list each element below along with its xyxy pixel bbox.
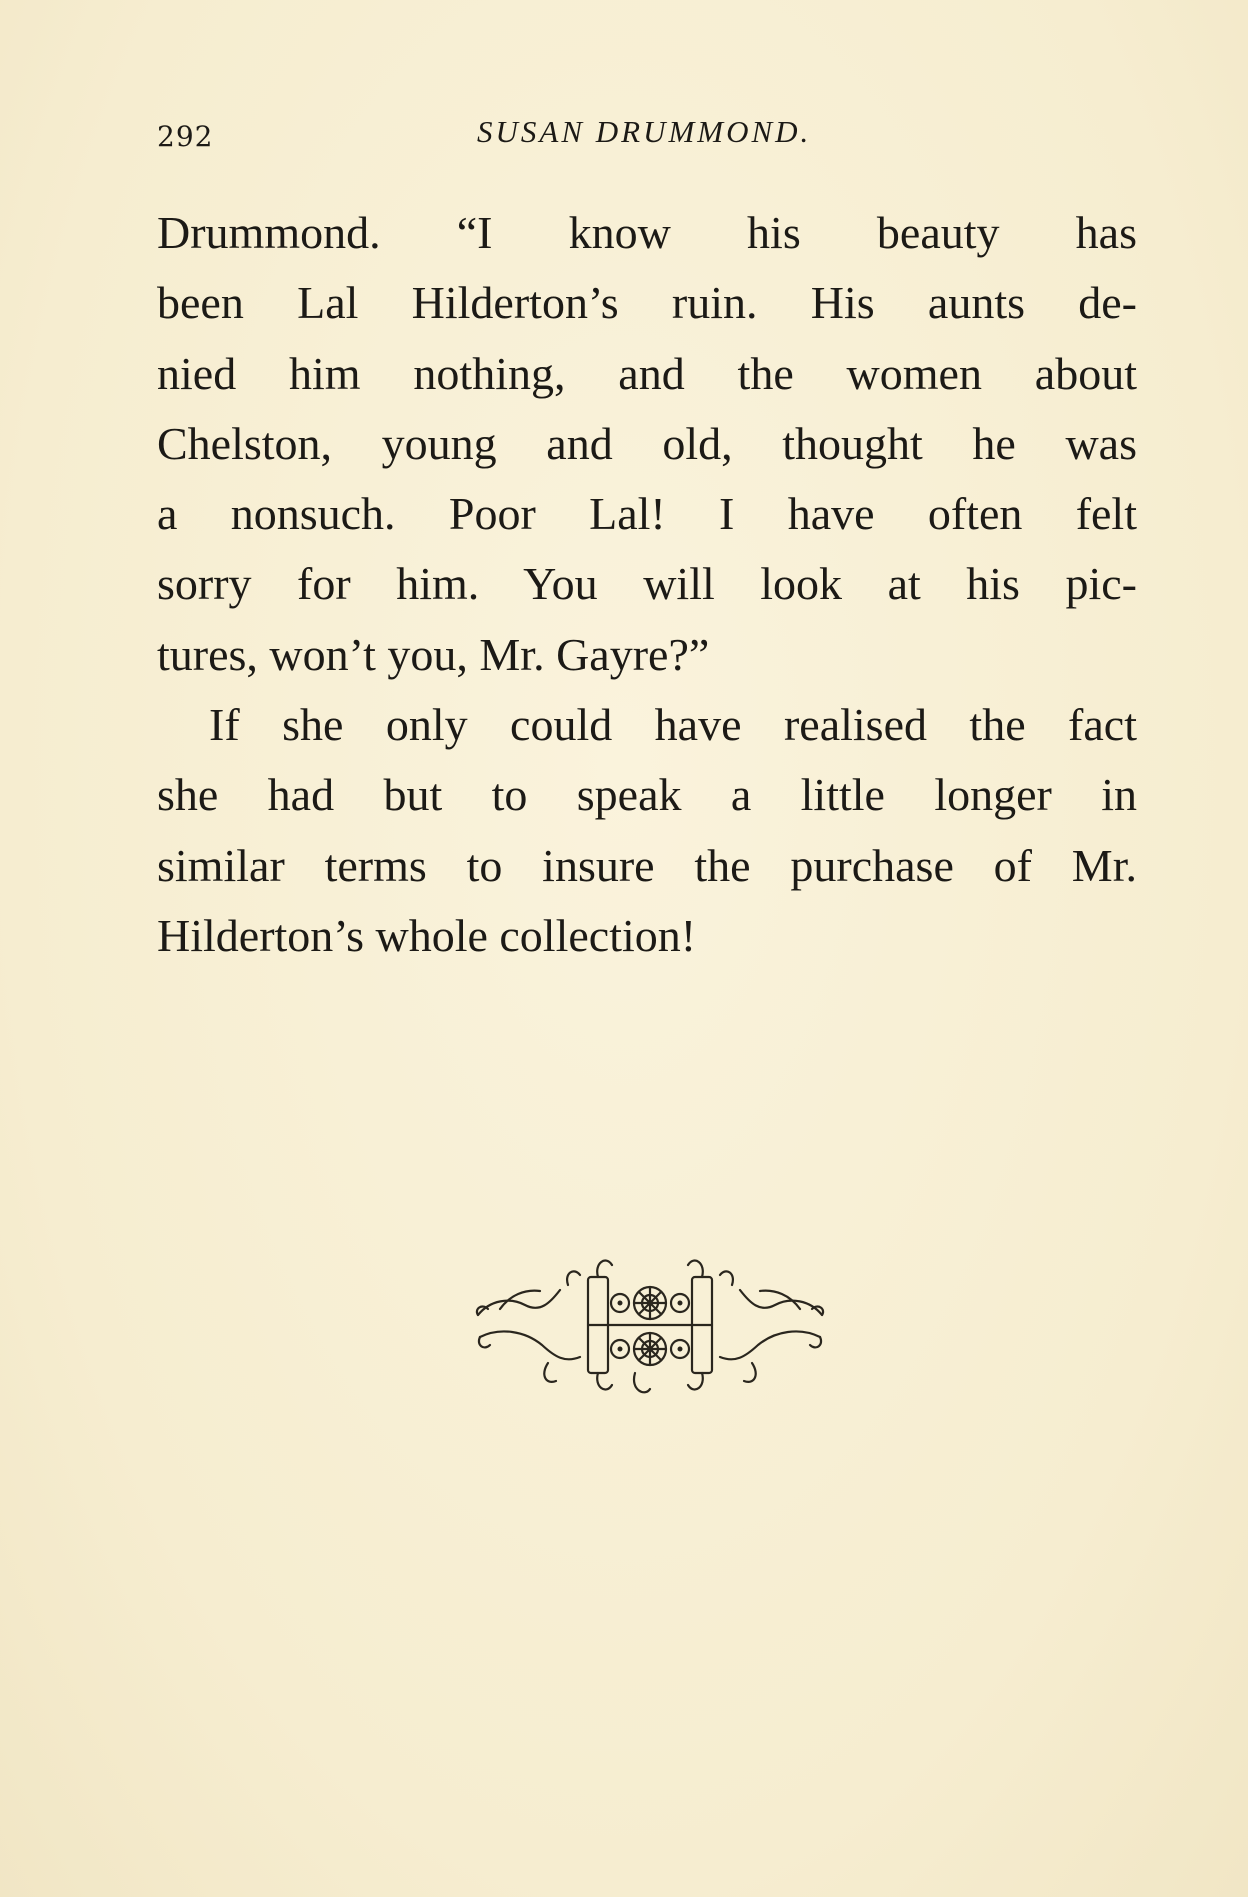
page-number: 292 (157, 120, 214, 153)
text-line: sorry for him. You will look at his pic- (157, 558, 1137, 610)
text-line: Drummond. “I know his beauty has (157, 207, 1137, 258)
text-line: tures, won’t you, Mr. Gayre?” (157, 628, 710, 680)
text-line: nied him nothing, and the women about (157, 347, 1137, 399)
running-title: SUSAN DRUMMOND. (477, 114, 812, 149)
text-line: been Lal Hilderton’s ruin. His aunts de- (157, 277, 1137, 329)
decorative-tailpiece-icon (470, 1245, 830, 1405)
paragraph (157, 690, 1137, 971)
text-line: a nonsuch. Poor Lal! I have often felt (157, 488, 1137, 540)
text-line: Chelston, young and old, thought he was (157, 417, 1137, 469)
page-header (157, 114, 1137, 154)
text-line: she had but to speak a little longer in (157, 769, 1137, 821)
text-line: If she only could have realised the fact (209, 699, 1137, 751)
text-line: Hilderton’s whole collection! (157, 909, 697, 961)
text-line: similar terms to insure the purchase of Mr. (157, 839, 1137, 891)
paragraph (157, 198, 1137, 690)
body-text (157, 198, 1137, 971)
